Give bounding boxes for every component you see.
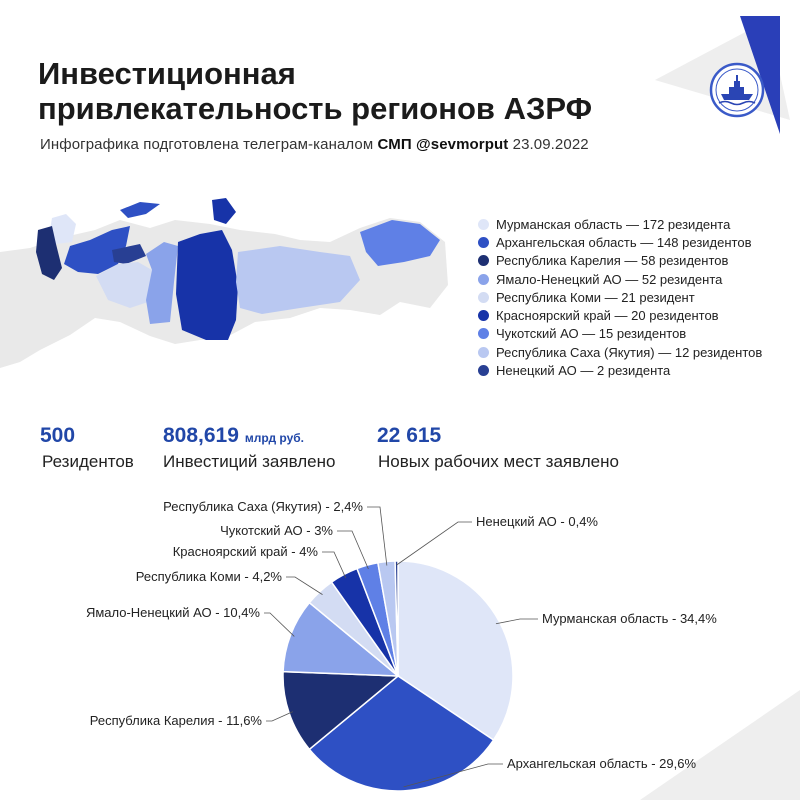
pie-leader-line (322, 552, 346, 578)
legend-label: Архангельская область — 148 резидентов (496, 234, 752, 250)
map-region-krasnoyarsk (176, 230, 238, 340)
legend-label: Республика Коми — 21 резидент (496, 289, 695, 305)
legend-label: Ямало-Ненецкий АО — 52 резидента (496, 271, 723, 287)
legend-item (478, 270, 798, 288)
legend-dot (478, 328, 489, 339)
legend-dot (478, 255, 489, 266)
russia-regions-map (0, 190, 450, 390)
subtitle-prefix: Инфографика подготовлена телеграм-каналом (40, 136, 374, 153)
legend-label: Ненецкий АО — 2 резидента (496, 363, 671, 379)
legend-dot (478, 237, 489, 248)
title-line-2: привлекательность регионов АЗРФ (38, 91, 593, 126)
stat-investments-number: 808,619 (163, 424, 239, 447)
legend-item (478, 233, 798, 251)
pie-leader-line (266, 712, 293, 721)
pie-chart (0, 480, 800, 800)
subtitle-channel: СМП @sevmorput (377, 136, 509, 153)
legend-label: Мурманская область — 172 резидента (496, 216, 731, 232)
pie-leader-line (286, 577, 323, 595)
legend-dot (478, 274, 489, 285)
legend-label: Чукотский АО — 15 резидентов (496, 326, 687, 342)
subtitle (40, 136, 589, 153)
pie-leader-line (264, 613, 294, 636)
legend-item (478, 252, 798, 270)
pie-slice-label: Республика Карелия - 11,6% (89, 713, 262, 728)
stat-residents-label: Резидентов (42, 452, 134, 471)
legend-dot (478, 365, 489, 376)
pie-leader-line (337, 531, 368, 569)
stat-residents-value: 500 (40, 424, 76, 447)
pie-leader-line (397, 522, 472, 565)
legend-dot (478, 310, 489, 321)
pie-slice-label: Республика Саха (Якутия) - 2,4% (163, 499, 363, 514)
stat-investments-value (163, 424, 304, 448)
pie-leader-line (496, 619, 538, 624)
legend-label: Республика Карелия — 58 резидентов (496, 253, 729, 269)
legend-dot (478, 219, 489, 230)
pie-slice-label: Чукотский АО - 3% (220, 523, 333, 538)
pie-slice-label: Мурманская область - 34,4% (542, 611, 717, 626)
legend-dot (478, 347, 489, 358)
stat-investments-unit: млрд руб. (244, 431, 304, 445)
pie-slice-label: Ненецкий АО - 0,4% (476, 514, 598, 529)
pie-slice-label: Республика Коми - 4,2% (135, 569, 282, 584)
pie-leader-line (367, 507, 387, 566)
map-region-krasnoyarsk-taymyr (212, 198, 236, 224)
map-region-arkhangelsk-islands (120, 202, 160, 218)
legend-item (478, 288, 798, 306)
legend-item (478, 306, 798, 324)
stat-jobs-label: Новых рабочих мест заявлено (378, 452, 619, 471)
stat-jobs-value: 22 615 (377, 424, 442, 447)
pie-slice-label: Красноярский край - 4% (172, 544, 318, 559)
legend-item (478, 343, 798, 361)
legend-label: Республика Саха (Якутия) — 12 резидентов (496, 344, 763, 360)
subtitle-date: 23.09.2022 (512, 136, 589, 153)
pie-slice-label: Ямало-Ненецкий АО - 10,4% (85, 605, 260, 620)
icebreaker-ship-logo (709, 62, 765, 118)
page-title (38, 56, 678, 126)
pie-slice-label: Архангельская область - 29,6% (507, 756, 697, 771)
legend-item (478, 215, 798, 233)
legend-item (478, 325, 798, 343)
legend-item (478, 361, 798, 379)
title-line-1: Инвестиционная (38, 56, 296, 91)
legend-dot (478, 292, 489, 303)
legend (478, 215, 798, 380)
legend-label: Красноярский край — 20 резидентов (496, 308, 719, 324)
stat-investments-label: Инвестиций заявлено (163, 452, 336, 471)
